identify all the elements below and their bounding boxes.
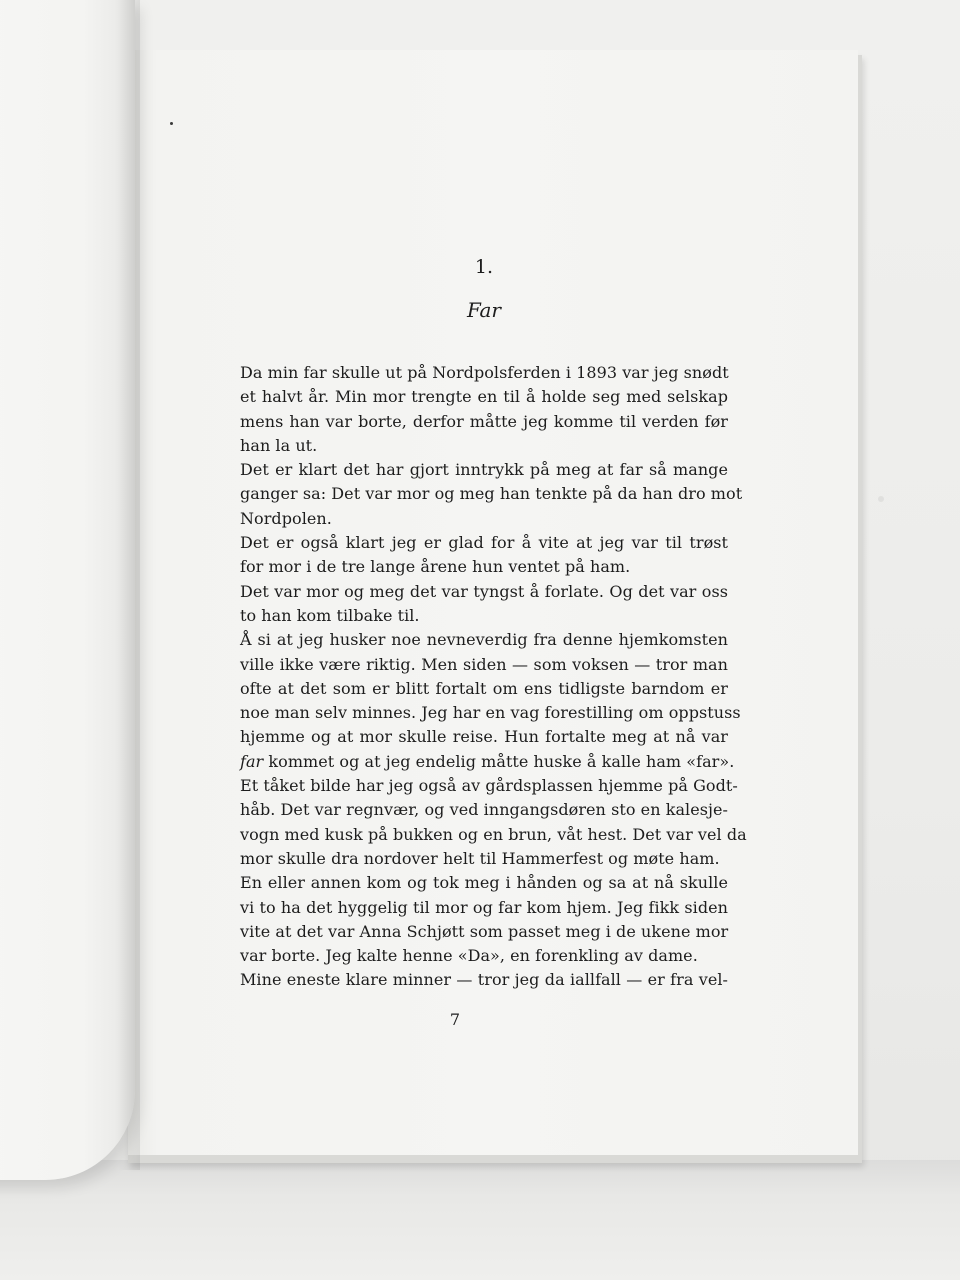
- paragraph-2: [240, 458, 743, 531]
- page-number: 7: [449, 1010, 461, 1029]
- text-line: Det er også klart jeg er glad for å vite at jeg var til trøst: [240, 533, 728, 553]
- text-line: Å si at jeg husker noe nevneverdig fra denne hjemkomsten: [240, 630, 728, 650]
- text-line: Det var mor og meg det var tyngst å forlate. Og det var oss: [240, 581, 728, 601]
- paragraph-1: [240, 361, 728, 458]
- text-line-rest: kommet og at jeg endelig måtte huske å kalle ham «far».: [263, 751, 735, 771]
- paragraph-7: [240, 871, 728, 968]
- text-line: Mine eneste klare minner — tror jeg da iallfall — er fra vel-: [240, 970, 728, 990]
- text-line: Det er klart det har gjort inntrykk på meg at far så mange: [240, 460, 728, 480]
- text-line: hjemme og at mor skulle reise. Hun fortalte meg at nå var: [240, 727, 728, 747]
- text-line: for mor i de tre lange årene hun ventet på ham.: [240, 557, 631, 577]
- text-line: Da min far skulle ut på Nordpolsferden i 1893 var jeg snødt: [240, 363, 729, 382]
- paragraph-3: [240, 531, 728, 580]
- chapter-number: 1.: [474, 256, 494, 278]
- text-line: to han kom tilbake til.: [240, 605, 420, 625]
- text-line: ofte at det som er blitt fortalt om ens tidligste barndom er: [240, 678, 728, 698]
- text-line: mens han var borte, derfor måtte jeg komme til verden før: [240, 411, 728, 431]
- text-line: noe man selv minnes. Jeg har en vag forestilling om oppstuss: [240, 703, 741, 723]
- text-line: vi to ha det hyggelig til mor og far kom hjem. Jeg fikk siden: [240, 897, 728, 917]
- paragraph-5: [240, 628, 741, 774]
- text-line: En eller annen kom og tok meg i hånden og sa at nå skulle: [240, 873, 728, 893]
- text-line: Nordpolen.: [240, 508, 332, 528]
- chapter-text: [240, 255, 747, 993]
- paragraph-6: [240, 774, 747, 871]
- chapter-title: Far: [466, 298, 501, 322]
- paper-dot: [878, 496, 884, 502]
- text-line: vite at det var Anna Schjøtt som passet meg i de ukene mor: [240, 921, 729, 941]
- italic-word: far: [240, 751, 264, 771]
- text-line: ville ikke være riktig. Men siden — som voksen — tror man: [240, 654, 728, 674]
- text-line: ganger sa: Det var mor og meg han tenkte på da han dro mot: [240, 484, 743, 504]
- text-line: han la ut.: [240, 435, 318, 455]
- left-page-shadow: [118, 0, 140, 1170]
- text-line: håb. Det var regnvær, og ved inngangsdøren sto en kalesje-: [240, 800, 728, 820]
- text-line: [240, 750, 735, 774]
- left-page-curl: [0, 0, 135, 1180]
- paper-speck: [170, 122, 173, 125]
- text-line: var borte. Jeg kalte henne «Da», en forenkling av dame.: [240, 946, 698, 966]
- paragraph-8: [240, 968, 728, 992]
- text-line: vogn med kusk på bukken og en brun, våt hest. Det var vel da: [240, 824, 747, 844]
- paragraph-4: [240, 580, 728, 629]
- text-line: et halvt år. Min mor trengte en til å holde seg med selskap: [240, 387, 728, 407]
- text-line: Et tåket bilde har jeg også av gårdsplassen hjemme på Godt-: [240, 776, 738, 796]
- text-line: mor skulle dra nordover helt til Hammerfest og møte ham.: [240, 848, 720, 868]
- table-surface: [0, 1160, 960, 1280]
